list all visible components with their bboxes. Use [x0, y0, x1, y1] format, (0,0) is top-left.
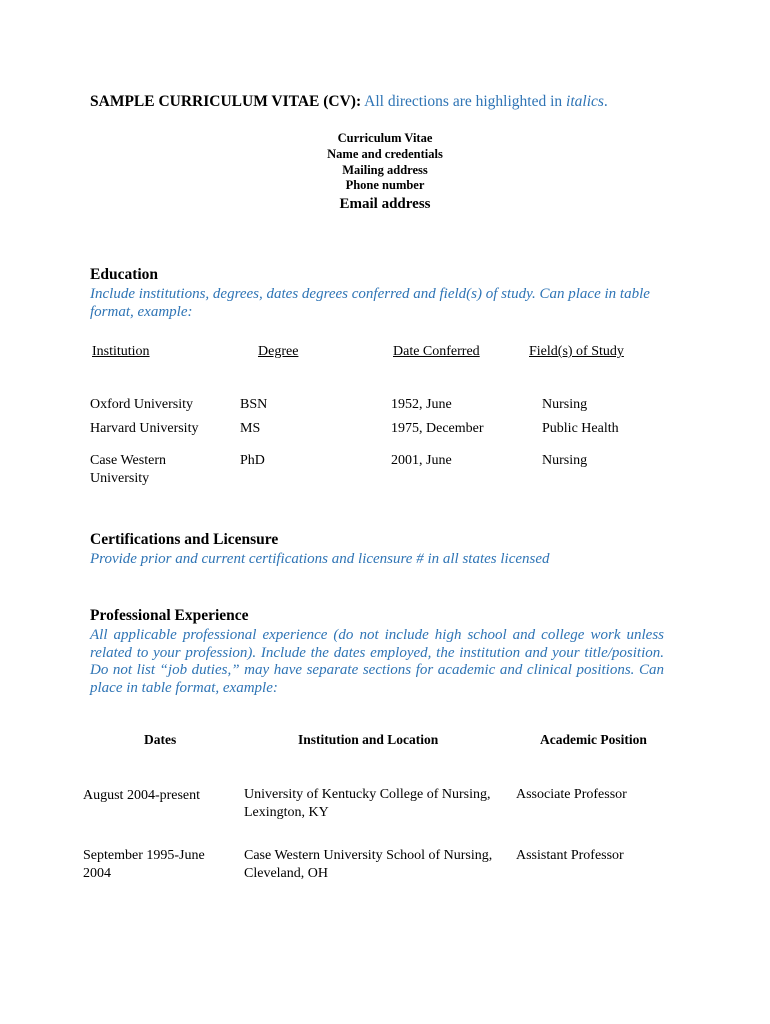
experience-col-institution: Institution and Location: [298, 732, 439, 747]
education-instructions: Include institutions, degrees, dates degrees conferred and field(s) of study. Can place in table format, example:: [90, 286, 650, 320]
exp-row-2-dates: September 1995-June 2004: [83, 848, 205, 881]
experience-col-dates: Dates: [144, 732, 177, 747]
edu-row-1-date: 1952, June: [391, 397, 452, 412]
education-col-degree: Degree: [258, 344, 299, 359]
experience-heading: Professional Experience: [90, 607, 249, 624]
edu-row-2-field: Public Health: [542, 421, 619, 436]
experience-instructions: All applicable professional experience (do not include high school and college work unless related to your profession). Include the dates employed, the institution and your title/position. Do not list “job duties,” may have separate sections for academic and clinical positions. Can place in table format, example:: [90, 627, 664, 696]
education-heading: Education: [90, 266, 159, 283]
cv-header: [0, 131, 770, 213]
edu-row-2-date: 1975, December: [391, 421, 484, 436]
document-title: [90, 93, 608, 111]
edu-row-1-degree: BSN: [240, 397, 268, 412]
education-col-date: Date Conferred: [393, 344, 480, 359]
exp-row-1-dates: August 2004-present: [83, 788, 201, 803]
header-line-address: Mailing address: [342, 162, 428, 177]
exp-row-1-position: Associate Professor: [516, 787, 627, 802]
edu-row-3-degree: PhD: [240, 453, 265, 468]
education-col-institution: Institution: [92, 344, 150, 359]
title-label: SAMPLE CURRICULUM VITAE (CV):: [90, 93, 362, 110]
header-line-name: Name and credentials: [327, 146, 443, 161]
header-line-cv: Curriculum Vitae: [337, 131, 433, 145]
header-line-phone: Phone number: [345, 178, 425, 193]
header-line-email: Email address: [339, 196, 431, 213]
title-note-end: .: [603, 93, 608, 110]
experience-col-position: Academic Position: [540, 732, 647, 747]
title-note: All directions are highlighted in: [364, 93, 563, 110]
certifications-instructions: Provide prior and current certifications and licensure # in all states licensed: [90, 551, 550, 567]
exp-row-1-institution: University of Kentucky College of Nursing, Lexington, KY: [244, 787, 491, 820]
exp-row-2-position: Assistant Professor: [516, 848, 624, 863]
edu-row-1-field: Nursing: [542, 397, 588, 412]
title-note-italic: italics: [566, 93, 604, 110]
certifications-heading: Certifications and Licensure: [90, 531, 279, 548]
edu-row-2-degree: MS: [240, 421, 261, 436]
exp-row-2-institution: Case Western University School of Nursing, Cleveland, OH: [244, 848, 493, 881]
edu-row-3-date: 2001, June: [391, 453, 452, 468]
edu-row-3-institution: Case Western University: [90, 453, 166, 486]
education-col-field: Field(s) of Study: [529, 344, 624, 359]
edu-row-1-institution: Oxford University: [90, 397, 194, 412]
edu-row-3-field: Nursing: [542, 453, 588, 468]
edu-row-2-institution: Harvard University: [90, 421, 199, 436]
